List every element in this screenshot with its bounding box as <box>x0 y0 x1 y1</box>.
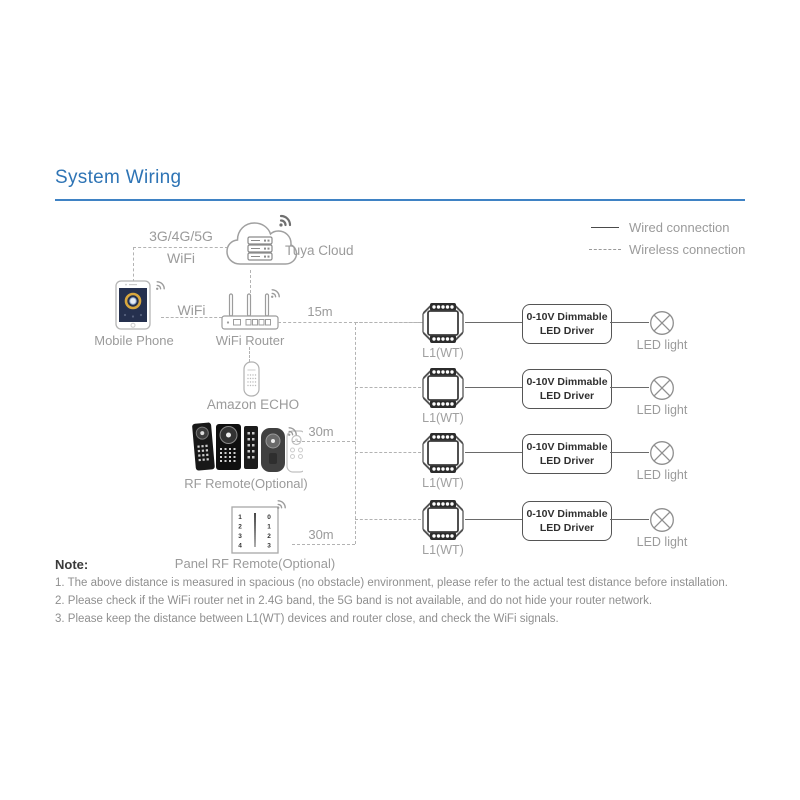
led-lamp-icon <box>649 375 675 401</box>
led-light-label: LED light <box>636 403 688 417</box>
driver-light-wire <box>610 387 649 388</box>
legend-wireless-line <box>589 249 621 250</box>
driver-text-line1: 0-10V Dimmable <box>526 440 608 453</box>
branch-dash <box>355 322 421 323</box>
driver-light-wire <box>610 452 649 453</box>
note-item-2: 2. Please check if the WiFi router net in 2.4G band, the 5G band is not available, and do not hide your router network. <box>55 595 653 607</box>
page-title: System Wiring <box>55 167 182 188</box>
device-row <box>0 302 800 362</box>
device-driver-wire <box>465 387 522 388</box>
router-distance-label: 15m <box>307 304 333 319</box>
svg-text:4: 4 <box>238 542 242 550</box>
cellular-link-label-bottom: WiFi <box>167 250 195 266</box>
led-driver-box <box>522 369 612 409</box>
branch-dash <box>355 452 421 453</box>
rf-distance-label: 30m <box>308 424 334 439</box>
led-lamp-icon <box>649 310 675 336</box>
led-driver-box <box>522 434 612 474</box>
driver-light-wire <box>610 519 649 520</box>
device-label: L1(WT) <box>422 543 464 557</box>
notes-heading: Note: <box>55 557 89 572</box>
driver-text-line1: 0-10V Dimmable <box>526 310 608 323</box>
led-lamp-icon <box>649 507 675 533</box>
panel-remote-label: Panel RF Remote(Optional) <box>174 556 336 571</box>
svg-text:3: 3 <box>267 542 271 550</box>
device-row <box>0 367 800 427</box>
title-underline <box>55 199 745 201</box>
l1-wt-module-icon <box>421 432 465 474</box>
note-item-3: 3. Please keep the distance between L1(WT) devices and router close, and check the WiFi signals. <box>55 613 559 625</box>
wifi-signal-icon <box>155 279 167 291</box>
led-light-label: LED light <box>636 535 688 549</box>
driver-text-line2: LED Driver <box>539 522 595 534</box>
svg-text:1: 1 <box>267 523 271 531</box>
device-driver-wire <box>465 452 522 453</box>
wifi-signal-icon <box>270 287 282 299</box>
svg-text:3: 3 <box>238 533 242 540</box>
device-label: L1(WT) <box>422 346 464 360</box>
device-label: L1(WT) <box>422 411 464 425</box>
driver-text-line2: LED Driver <box>539 390 595 402</box>
note-item-1: 1. The above distance is measured in spacious (no obstacle) environment, please refer to the actual test distance before installation. <box>55 577 728 589</box>
echo-label: Amazon ECHO <box>206 397 300 412</box>
led-light-label: LED light <box>636 468 688 482</box>
branch-dash <box>355 519 421 520</box>
legend-wireless-label: Wireless connection <box>629 242 746 257</box>
svg-text:2: 2 <box>267 533 271 540</box>
l1-wt-module-icon <box>421 499 465 541</box>
led-driver-box <box>522 501 612 541</box>
legend-wired-line <box>591 227 619 228</box>
router-label: WiFi Router <box>215 333 285 348</box>
driver-text-line2: LED Driver <box>539 455 595 467</box>
device-driver-wire <box>465 322 522 323</box>
led-lamp-icon <box>649 440 675 466</box>
device-row <box>0 432 800 492</box>
cloud-router-dash <box>250 270 251 293</box>
rf-remote-label: RF Remote(Optional) <box>184 476 308 491</box>
cellular-link-label-top: 3G/4G/5G <box>149 228 213 244</box>
cloud-phone-dash-vertical <box>133 247 134 282</box>
led-driver-box <box>522 304 612 344</box>
driver-text-line1: 0-10V Dimmable <box>526 375 608 388</box>
svg-text:2: 2 <box>238 523 242 531</box>
phone-router-wifi-label: WiFi <box>177 302 206 318</box>
driver-text-line2: LED Driver <box>539 325 595 337</box>
svg-text:1: 1 <box>238 514 242 521</box>
panel-distance-label: 30m <box>308 527 334 542</box>
phone-label: Mobile Phone <box>94 333 174 348</box>
led-light-label: LED light <box>636 338 688 352</box>
l1-wt-module-icon <box>421 302 465 344</box>
driver-text-line1: 0-10V Dimmable <box>526 507 608 520</box>
l1-wt-module-icon <box>421 367 465 409</box>
device-row <box>0 499 800 559</box>
branch-dash <box>355 387 421 388</box>
driver-light-wire <box>610 322 649 323</box>
svg-text:0: 0 <box>267 514 271 521</box>
legend-wired-label: Wired connection <box>629 220 730 235</box>
device-label: L1(WT) <box>422 476 464 490</box>
device-driver-wire <box>465 519 522 520</box>
cloud-label: Tuya Cloud <box>285 243 354 258</box>
cloud-phone-dash-horizontal <box>133 247 228 248</box>
